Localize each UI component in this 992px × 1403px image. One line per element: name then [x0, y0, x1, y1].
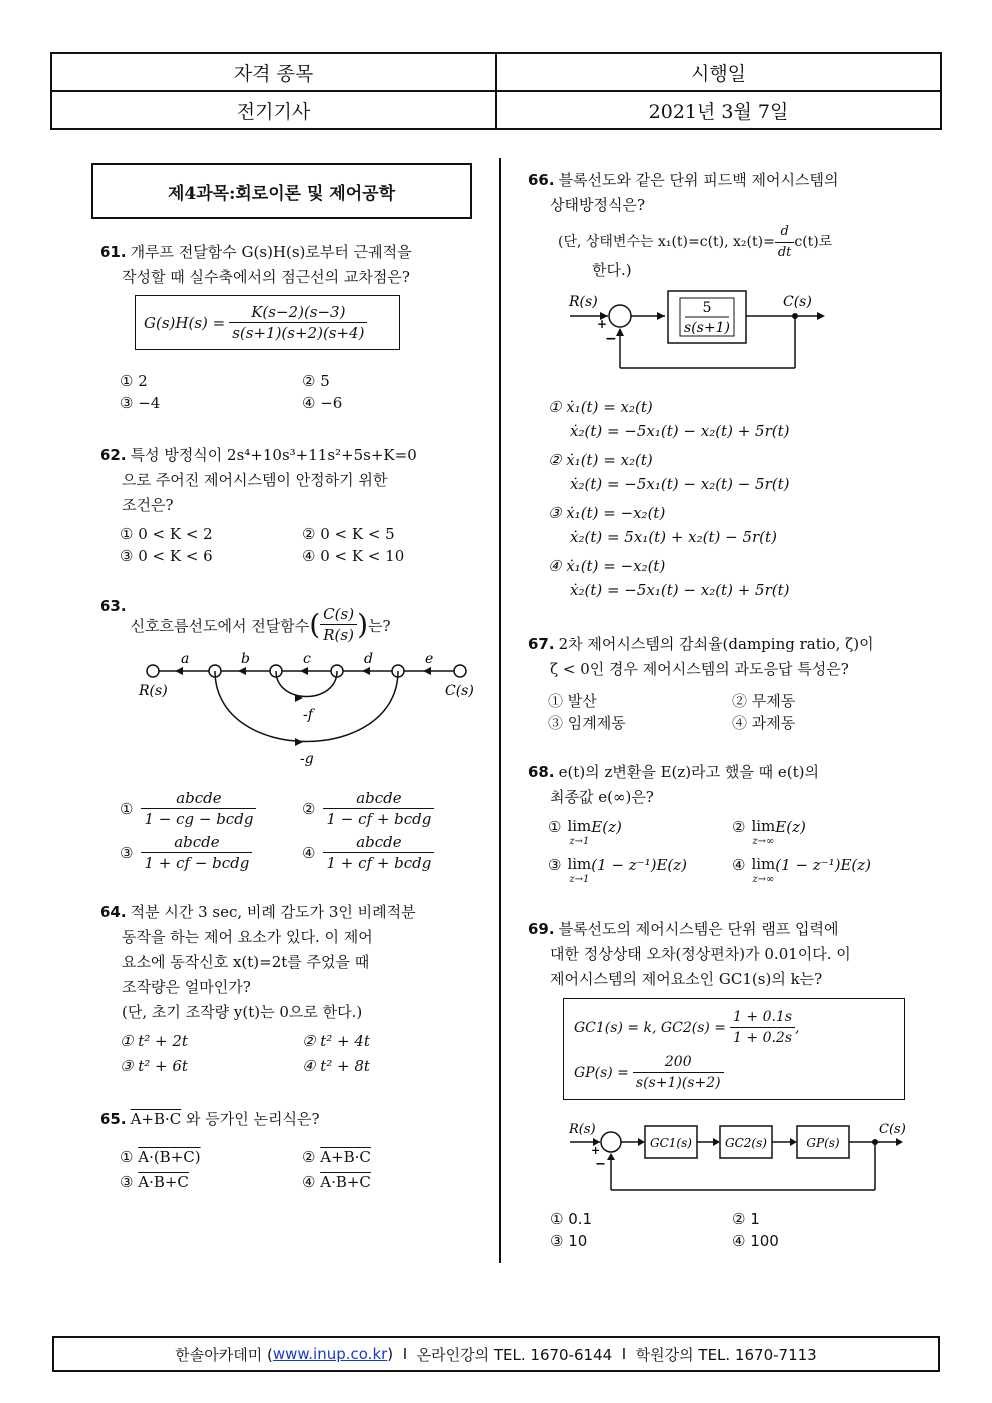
option-1[interactable]: ① 0 < K < 2: [120, 525, 213, 543]
footer-academy: 한솔아카데미 (: [175, 1345, 273, 1364]
limit-operator: lim: [567, 817, 592, 835]
formula-box: [563, 998, 905, 1100]
option-1[interactable]: ① 발산: [548, 692, 597, 710]
option-3[interactable]: [548, 501, 777, 549]
condition-text: c(t)로: [794, 234, 833, 250]
question-number: 64.: [100, 903, 127, 921]
header-subject-value: 전기기사: [51, 91, 496, 129]
option-4[interactable]: [302, 832, 434, 873]
svg-text:−: −: [595, 1157, 606, 1172]
option-1[interactable]: ① t² + 2t: [120, 1032, 188, 1050]
question-number: 65.: [100, 1110, 127, 1128]
question-text: 조작량은 얼마인가?: [122, 978, 251, 996]
option-2[interactable]: [732, 818, 806, 850]
option-expression: A·(B+C): [138, 1148, 201, 1166]
branch-label-a: a: [181, 651, 190, 667]
question-text: 는?: [368, 617, 391, 635]
question-text: 최종값 e(∞)은?: [550, 788, 654, 806]
question-text: 적분 시간 3 sec, 비례 감도가 3인 비례적분: [130, 903, 416, 921]
tf-numerator: C(s): [320, 604, 357, 625]
question-66-condition: [558, 222, 938, 263]
formula-box: [135, 295, 400, 350]
question-number: 63.: [100, 597, 127, 615]
footer-close: ): [387, 1345, 394, 1363]
option-line: ẋ₂(t) = 5x₁(t) + x₂(t) − 5r(t): [570, 528, 777, 546]
input-node-label: R(s): [139, 683, 168, 699]
limit-expression: E(z): [775, 818, 806, 836]
limit-operator: lim: [751, 855, 776, 873]
option-denominator: 1 − cg − bcdg: [144, 810, 254, 828]
footer-website-link[interactable]: www.inup.co.kr: [272, 1345, 388, 1363]
limit-expression: E(z): [591, 818, 622, 836]
question-67: [528, 632, 928, 682]
question-text: 상태방정식은?: [550, 196, 645, 214]
output-node-label: C(s): [445, 683, 474, 699]
section-title: 제4과목:회로이론 및 제어공학: [91, 163, 472, 219]
option-marker: ③: [120, 1173, 134, 1191]
header-date-label: 시행일: [496, 53, 941, 91]
question-64: [100, 900, 490, 1025]
formula-line: GC1(s) = k, GC2(s) =: [574, 1019, 727, 1036]
branch-label-d: d: [364, 651, 373, 667]
option-1[interactable]: [548, 395, 790, 443]
question-text: 대한 정상상태 오차(정상편차)가 0.01이다. 이: [550, 945, 851, 963]
option-2[interactable]: ② 0 < K < 5: [302, 525, 395, 543]
svg-text:+: +: [597, 317, 608, 331]
limit-subscript: z→∞: [752, 874, 775, 885]
option-1[interactable]: [548, 818, 622, 850]
option-2[interactable]: [302, 788, 434, 829]
question-text: (단, 초기 조작량 y(t)는 0으로 한다.): [122, 1003, 363, 1021]
option-marker: ②: [732, 818, 746, 836]
option-2[interactable]: ② 5: [302, 372, 330, 390]
branch-label-e: e: [425, 651, 434, 667]
deriv-denominator: dt: [777, 245, 792, 260]
question-text: 특성 방정식이 2s⁴+10s³+11s²+5s+K=0: [130, 446, 417, 464]
option-numerator: abcde: [141, 788, 256, 809]
formula-tail: ,: [795, 1019, 800, 1036]
question-number: 61.: [100, 243, 127, 261]
exam-header-table: [50, 52, 942, 130]
branch-label-f: -f: [303, 707, 313, 723]
question-number: 69.: [528, 920, 555, 938]
option-2[interactable]: [548, 448, 790, 496]
output-label: C(s): [879, 1122, 906, 1137]
limit-subscript: z→1: [569, 874, 590, 885]
option-expression: A·B+C: [138, 1173, 189, 1191]
option-line: ④ ẋ₁(t) = −x₂(t): [548, 557, 666, 575]
option-denominator: 1 − cf + bcdg: [326, 810, 432, 828]
option-expression: A·B+C: [320, 1173, 371, 1191]
limit-subscript: z→∞: [752, 836, 775, 847]
signal-flow-graph: [135, 645, 480, 770]
question-69: [528, 917, 938, 992]
option-line: ① ẋ₁(t) = x₂(t): [548, 398, 653, 416]
option-3[interactable]: ③ 임계제동: [548, 714, 626, 732]
condition-text: (단, 상태변수는 x₁(t)=c(t), x₂(t)=: [558, 234, 775, 250]
question-63: 63. 신호흐름선도에서 전달함수 ( $\frac{C(s)}{R(s)}$ ) 는?: [100, 594, 490, 645]
option-marker: ②: [302, 799, 316, 818]
deriv-numerator: d: [775, 222, 795, 243]
option-3[interactable]: ③ −4: [120, 394, 161, 412]
option-3[interactable]: [120, 832, 252, 873]
question-number: 68.: [528, 763, 555, 781]
header-date-value: 2021년 3월 7일: [496, 91, 941, 129]
option-3[interactable]: ③ 10: [550, 1232, 588, 1250]
option-marker: ④: [732, 856, 746, 874]
option-line: ẋ₂(t) = −5x₁(t) − x₂(t) + 5r(t): [570, 581, 790, 599]
question-text: 신호흐름선도에서 전달함수: [130, 617, 310, 635]
option-line: ② ẋ₁(t) = x₂(t): [548, 451, 653, 469]
question-66: [528, 168, 918, 218]
block-diagram-66: [565, 288, 835, 378]
column-divider: [499, 158, 501, 1263]
option-line: ẋ₂(t) = −5x₁(t) − x₂(t) + 5r(t): [570, 422, 790, 440]
question-text: 작성할 때 실수축에서의 점근선의 교차점은?: [122, 268, 410, 286]
formula-lhs: G(s)H(s) =: [144, 313, 226, 332]
question-68: [528, 760, 928, 810]
question-text: 블록선도의 제어시스템은 단위 램프 입력에: [558, 920, 839, 938]
option-denominator: 1 + cf − bcdg: [144, 854, 250, 872]
question-text: 와 등가인 논리식은?: [181, 1110, 320, 1128]
formula-numerator: 1 + 0.1s: [730, 1007, 795, 1028]
formula-denominator: 1 + 0.2s: [733, 1030, 793, 1046]
limit-subscript: z→1: [569, 836, 590, 847]
option-marker: ①: [120, 1148, 134, 1166]
output-label: C(s): [783, 294, 812, 310]
option-2[interactable]: ② 1: [732, 1210, 760, 1228]
option-3[interactable]: [548, 856, 687, 888]
question-text: 조건은?: [122, 496, 174, 514]
formula-numerator: K(s−2)(s−3): [229, 302, 367, 323]
option-line: ③ ẋ₁(t) = −x₂(t): [548, 504, 666, 522]
question-text: 개루프 전달함수 G(s)H(s)로부터 근궤적을: [130, 243, 412, 261]
branch-label-b: b: [241, 651, 250, 667]
option-1[interactable]: ① 2: [120, 372, 148, 390]
svg-text:+: +: [591, 1144, 601, 1157]
branch-label-c: c: [303, 651, 311, 667]
branch-label-g: -g: [300, 751, 314, 767]
limit-expression: (1 − z⁻¹)E(z): [775, 856, 872, 874]
block-gp: GP(s): [806, 1136, 840, 1150]
option-numerator: abcde: [323, 788, 434, 809]
option-denominator: 1 + cf + bcdg: [326, 854, 432, 872]
tf-numerator: 5: [702, 300, 712, 316]
option-marker: ③: [548, 856, 562, 874]
option-1[interactable]: ① 0.1: [550, 1210, 593, 1228]
question-number: 66.: [528, 171, 555, 189]
option-4[interactable]: ④ −6: [302, 394, 343, 412]
option-4[interactable]: [548, 554, 790, 602]
question-text: 2차 제어시스템의 감쇠율(damping ratio, ζ)이: [558, 635, 874, 653]
input-label: R(s): [569, 294, 598, 310]
question-text: ζ < 0인 경우 제어시스템의 과도응답 특성은?: [550, 660, 849, 678]
option-4[interactable]: [302, 1173, 371, 1191]
question-number: 67.: [528, 635, 555, 653]
question-text: 동작을 하는 제어 요소가 있다. 이 제어: [122, 928, 373, 946]
tf-denominator: R(s): [323, 626, 354, 644]
header-subject-label: 자격 종목: [51, 53, 496, 91]
option-numerator: abcde: [323, 832, 434, 853]
option-marker: ①: [120, 799, 134, 818]
option-4[interactable]: ④ 과제동: [732, 714, 796, 732]
option-2[interactable]: [302, 1148, 371, 1166]
option-4[interactable]: ④ 0 < K < 10: [302, 547, 405, 565]
formula-line: GP(s) =: [574, 1064, 629, 1081]
option-3[interactable]: ③ 0 < K < 6: [120, 547, 213, 565]
question-number: 62.: [100, 446, 127, 464]
footer-campus-phone: 학원강의 TEL. 1670-7113: [635, 1345, 817, 1364]
formula-denominator: s(s+1)(s+2)(s+4): [232, 324, 365, 342]
question-62: [100, 443, 490, 518]
svg-text:−: −: [605, 331, 617, 347]
footer-separator: I: [612, 1345, 636, 1363]
question-text: 으로 주어진 제어시스템이 안정하기 위한: [122, 471, 388, 489]
formula-numerator: 200: [633, 1052, 724, 1073]
question-65: [100, 1107, 490, 1132]
formula-denominator: s(s+1)(s+2): [635, 1075, 721, 1091]
footer-online-phone: 온라인강의 TEL. 1670-6144: [416, 1345, 613, 1364]
condition-text: 한다.): [592, 261, 632, 279]
question-text: 블록선도와 같은 단위 피드백 제어시스템의: [558, 171, 839, 189]
option-4[interactable]: [732, 856, 871, 888]
option-line: ẋ₂(t) = −5x₁(t) − x₂(t) − 5r(t): [570, 475, 790, 493]
option-4[interactable]: ④ t² + 8t: [302, 1057, 370, 1075]
limit-operator: lim: [567, 855, 592, 873]
option-3[interactable]: ③ t² + 6t: [120, 1057, 188, 1075]
limit-expression: (1 − z⁻¹)E(z): [591, 856, 688, 874]
limit-operator: lim: [751, 817, 776, 835]
option-2[interactable]: ② t² + 4t: [302, 1032, 370, 1050]
question-61: [100, 240, 485, 290]
footer: [52, 1336, 940, 1372]
option-2[interactable]: ② 무제동: [732, 692, 796, 710]
question-text: e(t)의 z변환을 E(z)라고 했을 때 e(t)의: [558, 763, 819, 781]
option-marker: ③: [120, 843, 134, 862]
block-diagram-69: [565, 1118, 910, 1198]
option-expression: A+B·C: [320, 1148, 371, 1166]
block-gc2: GC2(s): [725, 1136, 767, 1150]
question-text: 요소에 동작신호 x(t)=2t를 주었을 때: [122, 953, 370, 971]
block-gc1: GC1(s): [650, 1136, 692, 1150]
logic-expression: A+B·C: [130, 1110, 182, 1128]
option-1[interactable]: [120, 788, 256, 829]
tf-denominator: s(s+1): [684, 320, 730, 336]
option-4[interactable]: ④ 100: [732, 1232, 779, 1250]
footer-separator: I: [393, 1345, 417, 1363]
option-marker: ④: [302, 843, 316, 862]
option-numerator: abcde: [141, 832, 252, 853]
question-text: 제어시스템의 제어요소인 GC1(s)의 k는?: [550, 970, 823, 988]
option-1[interactable]: [120, 1148, 201, 1166]
option-marker: ④: [302, 1173, 316, 1191]
option-marker: ②: [302, 1148, 316, 1166]
option-3[interactable]: [120, 1173, 189, 1191]
option-marker: ①: [548, 818, 562, 836]
input-label: R(s): [569, 1122, 596, 1137]
